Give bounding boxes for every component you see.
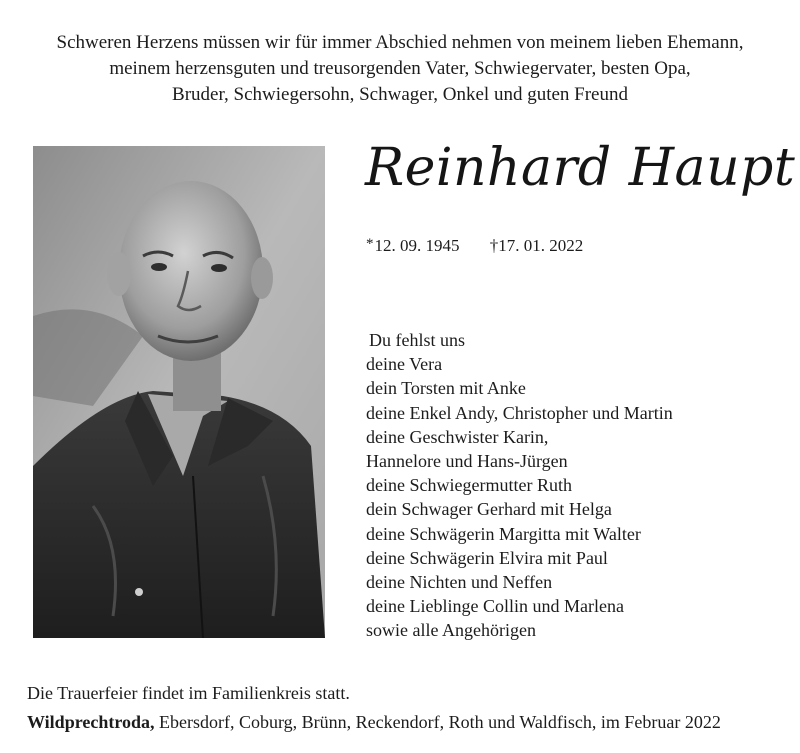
intro-text xyxy=(0,30,800,108)
mourner-line: deine Lieblinge Collin und Marlena xyxy=(366,596,624,617)
birth-date-group xyxy=(366,236,460,256)
mourner-line: sowie alle Angehörigen xyxy=(366,620,536,641)
mourner-line: dein Torsten mit Anke xyxy=(366,378,526,399)
place-line xyxy=(27,708,721,737)
birth-star-icon: * xyxy=(366,236,374,252)
mourner-line: dein Schwager Gerhard mit Helga xyxy=(366,499,612,520)
mourner-line: deine Enkel Andy, Christopher und Martin xyxy=(366,402,673,423)
death-date: 17. 01. 2022 xyxy=(498,236,584,255)
mourner-line: deine Schwiegermutter Ruth xyxy=(366,475,572,496)
footer xyxy=(27,679,721,737)
mourner-line: deine Geschwister Karin, xyxy=(366,426,549,447)
place-bold: Wildprechtroda, xyxy=(27,712,155,732)
mourner-line: deine Vera xyxy=(366,354,443,375)
portrait-photo xyxy=(33,146,325,638)
intro-line: Schweren Herzens müssen wir für immer Abschied nehmen von meinem lieben Ehemann, xyxy=(56,32,744,53)
life-dates xyxy=(366,236,583,256)
mourner-line: deine Nichten und Neffen xyxy=(366,572,553,593)
funeral-note: Die Trauerfeier findet im Familienkreis statt. xyxy=(27,683,350,703)
mourner-line: Du fehlst uns xyxy=(369,330,465,350)
mourner-line: deine Schwägerin Elvira mit Paul xyxy=(366,547,608,568)
intro-line: meinem herzensguten und treusorgenden Vater, Schwiegervater, besten Opa, xyxy=(109,58,691,79)
deceased-name: Reinhard Haupt xyxy=(365,138,796,198)
birth-date: 12. 09. 1945 xyxy=(374,236,460,255)
death-cross-icon: † xyxy=(489,236,499,255)
mourner-line: Hannelore und Hans-Jürgen xyxy=(366,451,568,472)
mourner-line: deine Schwägerin Margitta mit Walter xyxy=(366,523,641,544)
place-rest: Ebersdorf, Coburg, Brünn, Reckendorf, Roth und Waldfisch, im Februar 2022 xyxy=(154,712,721,732)
mourners-list xyxy=(366,328,673,643)
intro-line: Bruder, Schwiegersohn, Schwager, Onkel und guten Freund xyxy=(172,84,628,105)
death-date-group xyxy=(490,236,584,256)
